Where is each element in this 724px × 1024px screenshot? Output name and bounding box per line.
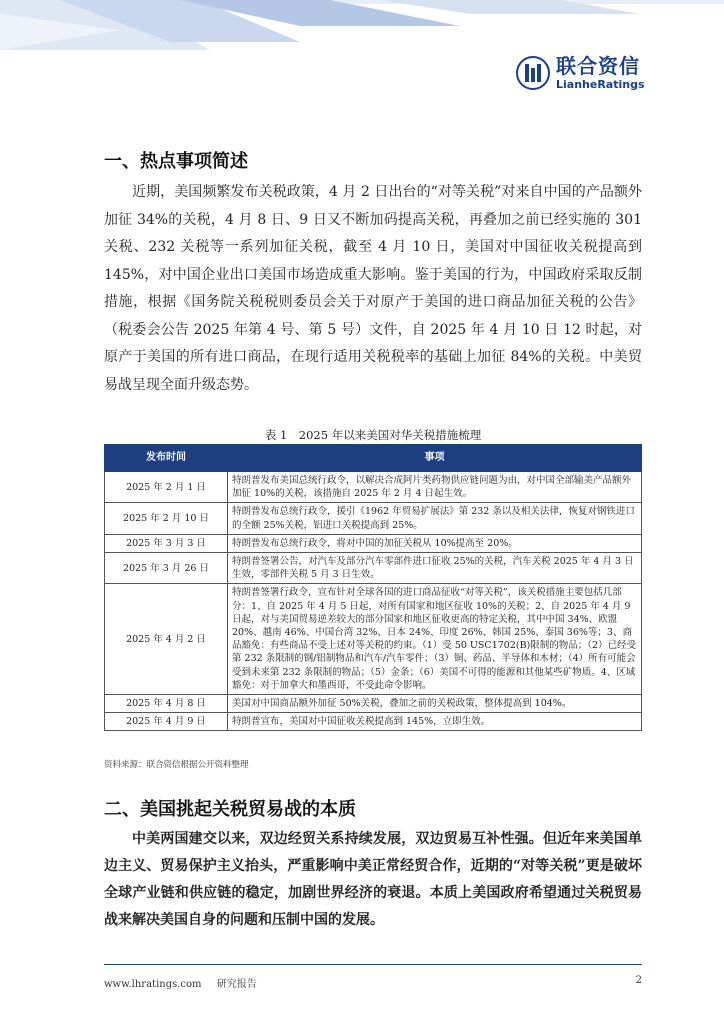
footer-report-label: 研究报告 <box>216 979 257 990</box>
row-date: 2025 年 4 月 2 日 <box>105 584 228 695</box>
tariff-measures-table <box>104 444 642 731</box>
table-row <box>105 584 642 695</box>
row-date: 2025 年 3 月 3 日 <box>105 534 228 552</box>
section-2-heading: 二、美国挑起关税贸易战的本质 <box>104 799 356 820</box>
row-date: 2025 年 2 月 1 日 <box>105 472 228 503</box>
footer-info <box>104 975 269 990</box>
row-text: 特朗普发布总统行政令，援引《1962 年贸易扩展法》第 232 条以及相关法律，恢复对钢铁进口的全额 25%关税，铝进口关税提高到 25%。 <box>228 503 642 534</box>
logo-chinese: 联合资信 <box>556 54 640 78</box>
table-row <box>105 553 642 584</box>
section-1-heading: 一、热点事项简述 <box>104 151 248 172</box>
row-date: 2025 年 4 月 8 日 <box>105 695 228 713</box>
table-caption: 表 1 2025 年以来美国对华关税措施梳理 <box>264 428 482 442</box>
row-date: 2025 年 3 月 26 日 <box>105 553 228 584</box>
table-row <box>105 472 642 503</box>
header-decoration <box>0 0 724 50</box>
page-number: 2 <box>635 975 642 986</box>
row-date: 2025 年 2 月 10 日 <box>105 503 228 534</box>
row-text: 美国对中国商品额外加征 50%关税，叠加之前的关税政策，整体提高到 104%。 <box>228 695 642 713</box>
table-row <box>105 503 642 534</box>
brand-logo <box>516 56 645 90</box>
row-text: 特朗普发布美国总统行政令，以解决合成阿片类药物供应链问题为由，对中国全部输美产品额外加征 10%的关税，该措施自 2025 年 2 月 4 日起生效。 <box>228 472 642 503</box>
footer-divider <box>104 964 642 965</box>
footer-website-link[interactable]: www.lhratings.com <box>104 979 202 990</box>
table-source-note: 资料来源：联合资信根据公开资料整理 <box>104 760 249 770</box>
header-item: 事项 <box>228 445 642 472</box>
section-2-paragraph: 中美两国建交以来，双边经贸关系持续发展，双边贸易互补性强。但近年来美国单边主义、贸易保护主义抬头，严重影响中美正常经贸合作，近期的“对等关税”更是破坏全球产业链和供应链的稳定，加剧世界经济的衰退。本质上美国政府希望通过关税贸易战来解决美国自身的问题和压制中国的发展。 <box>104 831 642 928</box>
row-text: 特朗普签署行政令，宣布针对全球各国的进口商品征收“对等关税”，该关税措施主要包括几部分：1、自 2025 年 4 月 5 日起，对所有国家和地区征收 10%的关税；2、自 2025 年 4 月 9 日起，对与美国贸易逆差较大的部分国家和地区征收更高的特定关税，其中中国 34%、欧盟 20%、越南 46%、中国台湾 32%、日本 24%、印度 26%、韩国 25%、泰国 36%等；3、商品豁免：有些商品不受上述对等关税的约束。（1）受 50 USC1702(B)限制的物品；（2）已经受第 232 条限制的钢/铝制物品和汽车/汽车零件；（3）铜、药品、半导体和木材；（4）所有可能会受到未来第 232 条限制的物品；（5）金条；（6）美国不可得的能源和其他某些矿物质。4、区域豁免：对于加拿大和墨西哥，不受此命令影响。 <box>228 584 642 695</box>
section-1-paragraph: 近期，美国频繁发布关税政策，4 月 2 日出台的“对等关税”对来自中国的产品额外加征 34%的关税，4 月 8 日、9 日又不断加码提高关税，再叠加之前已经实施的 301 关税、232 关税等一系列加征关税，截至 4 月 10 日，美国对中国征收关税提高到 145%，对中国企业出口美国市场造成重大影响。鉴于美国的行为，中国政府采取反制措施，根据《国务院关税税则委员会关于对原产于美国的进口商品加征关税的公告》（税委会公告 2025 年第 4 号、第 5 号）文件，自 2025 年 4 月 10 日 12 时起，对原产于美国的所有进口商品，在现行适用关税税率的基础上加征 84%的关税。中美贸易战呈现全面升级态势。 <box>104 184 642 393</box>
header-date: 发布时间 <box>105 445 228 472</box>
row-date: 2025 年 4 月 9 日 <box>105 713 228 731</box>
table-row <box>105 534 642 552</box>
table-header-row <box>105 445 642 472</box>
row-text: 特朗普发布总统行政令，将对中国的加征关税从 10%提高至 20%。 <box>228 534 642 552</box>
row-text: 特朗普签署公告，对汽车及部分汽车零部件进口征收 25%的关税，汽车关税 2025 年 4 月 3 日生效，零部件关税 5 月 3 日生效。 <box>228 553 642 584</box>
table-row <box>105 713 642 731</box>
row-text: 特朗普宣布，美国对中国征收关税提高到 145%，立即生效。 <box>228 713 642 731</box>
logo-english: LianheRatings <box>556 78 645 91</box>
table-row <box>105 695 642 713</box>
logo-mark-icon <box>516 56 550 90</box>
